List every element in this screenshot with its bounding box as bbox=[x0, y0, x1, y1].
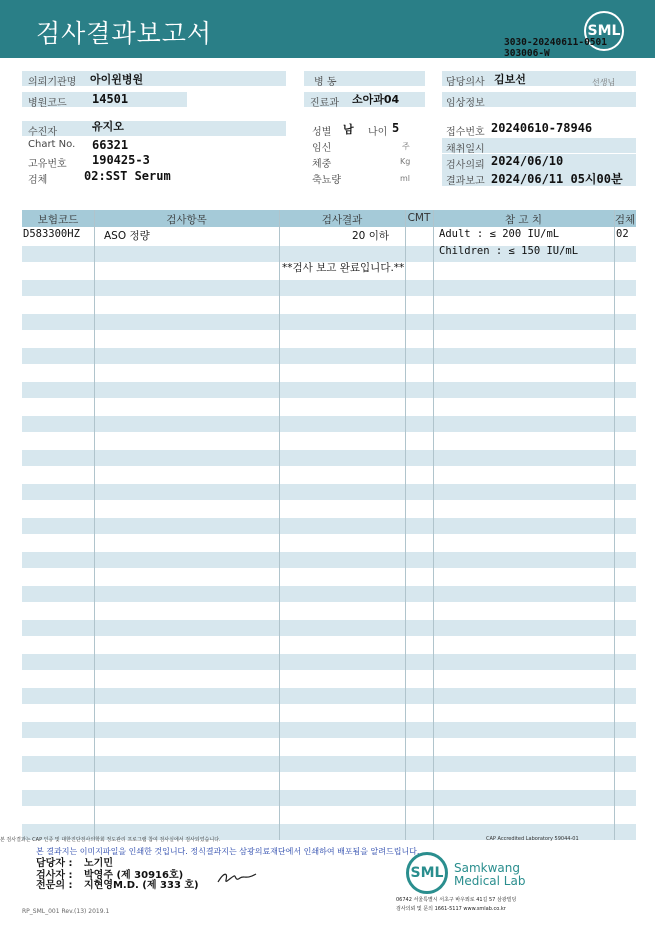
table-row-band bbox=[22, 382, 636, 398]
staff-role: 담당자 : bbox=[36, 858, 73, 869]
pregnancy-label: 임신 bbox=[312, 143, 332, 154]
signature-icon bbox=[216, 868, 258, 886]
staff-name: 지현영M.D. (제 333 호) bbox=[84, 880, 199, 891]
hospital-value: 아이윈병원 bbox=[90, 73, 144, 86]
lab-name bbox=[454, 862, 525, 888]
header-test-result: 검사결과 bbox=[321, 214, 363, 226]
form-code: RP_SML_001 Rev.(13) 2019.1 bbox=[22, 908, 110, 915]
row-test-item: ASO 정량 bbox=[104, 230, 150, 242]
document-codes bbox=[504, 37, 607, 59]
hospital-code-value: 14501 bbox=[92, 92, 129, 106]
column-divider bbox=[433, 210, 434, 840]
doctor-value: 김보선 bbox=[494, 73, 526, 86]
patient-value: 유지오 bbox=[92, 120, 124, 133]
header-specimen: 검체 bbox=[614, 214, 636, 226]
weight-label: 체중 bbox=[312, 159, 332, 170]
table-header bbox=[22, 210, 636, 227]
staff-name: 노기민 bbox=[84, 858, 113, 869]
table-row-band bbox=[22, 688, 636, 704]
cap-accreditation: CAP Accredited Laboratory 59044-01 bbox=[486, 836, 579, 842]
staff-role: 전문의 : bbox=[36, 880, 73, 891]
table-row-band bbox=[22, 756, 636, 772]
table-row-band bbox=[22, 722, 636, 738]
receipt-label: 접수번호 bbox=[446, 127, 485, 138]
lab-name-line1: Samkwang bbox=[454, 861, 520, 875]
ward-label: 병 동 bbox=[314, 77, 337, 88]
report-title: 검사결과보고서 bbox=[36, 19, 213, 48]
lab-address: 06742 서울특별시 서초구 바우뫼로 41길 57 삼광빌딩 bbox=[396, 897, 517, 903]
lab-name-line2: Medical Lab bbox=[454, 874, 526, 888]
table-row-band bbox=[22, 416, 636, 432]
chart-label: Chart No. bbox=[28, 139, 76, 150]
weight-unit: Kg bbox=[400, 157, 411, 166]
staff-role: 검사자 : bbox=[36, 870, 73, 881]
urine-unit: ml bbox=[400, 174, 411, 183]
clinical-label: 임상정보 bbox=[446, 98, 485, 109]
table-row-band bbox=[22, 484, 636, 500]
receipt-value: 20240610-78946 bbox=[491, 121, 593, 135]
hospital-code-label: 병원코드 bbox=[28, 98, 67, 109]
table-row-band bbox=[22, 280, 636, 296]
accreditation-notice: 본 검사결과는 CAP 인증 및 대한진단검사의학회 정도관리 프로그램 참여 검사실에서 검사되었습니다. bbox=[0, 837, 221, 843]
chart-value: 66321 bbox=[92, 138, 129, 152]
doctor-suffix: 선생님 bbox=[592, 78, 616, 87]
lab-contact: 검사의뢰 및 문의 1661-5117 www.smlab.co.kr bbox=[396, 906, 506, 912]
table-row-band bbox=[22, 314, 636, 330]
document-code-2: 303006-W bbox=[504, 48, 550, 59]
row-reference-children: Children : ≤ 150 IU/mL bbox=[439, 245, 579, 257]
report-label: 결과보고 bbox=[446, 176, 485, 187]
uid-label: 고유번호 bbox=[28, 159, 67, 170]
sex-value: 남 bbox=[343, 123, 354, 136]
staff-specialist bbox=[36, 876, 199, 891]
row-test-result: 20 이하 bbox=[352, 230, 389, 242]
table-row-band bbox=[22, 586, 636, 602]
request-label: 검사의뢰 bbox=[446, 160, 485, 171]
urine-label: 축뇨량 bbox=[312, 175, 341, 186]
patient-label: 수진자 bbox=[28, 127, 57, 138]
report-value: 2024/06/11 05시00분 bbox=[491, 172, 623, 186]
sex-label: 성별 bbox=[312, 127, 332, 138]
column-divider bbox=[405, 210, 406, 840]
hospital-label: 의뢰기관명 bbox=[28, 77, 77, 88]
column-divider bbox=[279, 210, 280, 840]
staff-name: 박영주 (제 30916호) bbox=[84, 870, 184, 881]
column-divider bbox=[94, 210, 95, 840]
row-specimen: 02 bbox=[616, 228, 629, 240]
table-row-band bbox=[22, 654, 636, 670]
uid-value: 190425-3 bbox=[92, 153, 150, 167]
age-label: 나이 bbox=[368, 127, 388, 138]
sml-lab-logo-icon: SML bbox=[406, 852, 448, 894]
table-row-band bbox=[22, 450, 636, 466]
header-cmt: CMT bbox=[407, 212, 431, 224]
header-insurance-code: 보험코드 bbox=[37, 214, 79, 226]
row-insurance-code: D583300HZ bbox=[23, 228, 80, 240]
table-row-band bbox=[22, 552, 636, 568]
table-row-band bbox=[22, 348, 636, 364]
doctor-label: 담당의사 bbox=[446, 77, 485, 88]
completion-note: **검사 보고 완료입니다.** bbox=[282, 262, 405, 274]
column-divider bbox=[614, 210, 615, 840]
row-reference-adult: Adult : ≤ 200 IU/mL bbox=[439, 228, 560, 240]
request-value: 2024/06/10 bbox=[491, 154, 564, 168]
print-notice: 본 결과지는 이미지파일을 인쇄한 것입니다. 정식결과지는 삼광의료재단에서 인쇄하여 배포됨을 알려드립니다. bbox=[36, 847, 420, 856]
sml-logo-icon: SML bbox=[584, 11, 624, 51]
collect-label: 채취일시 bbox=[446, 144, 485, 155]
pregnancy-unit: 주 bbox=[402, 142, 410, 151]
header-reference: 참 고 치 bbox=[504, 214, 543, 226]
table-row-band bbox=[22, 518, 636, 534]
table-row-band bbox=[22, 790, 636, 806]
table-row-band bbox=[22, 620, 636, 636]
document-code-1: 3030-20240611-0501 bbox=[504, 37, 607, 48]
header-test-item: 검사항목 bbox=[166, 214, 207, 226]
patient-bar bbox=[22, 121, 286, 136]
dept-label: 진료과 bbox=[310, 98, 339, 109]
specimen-label: 검체 bbox=[28, 175, 48, 186]
specimen-value: 02:SST Serum bbox=[84, 169, 171, 183]
age-value: 5 bbox=[392, 121, 400, 135]
dept-value: 소아과04 bbox=[352, 93, 400, 106]
